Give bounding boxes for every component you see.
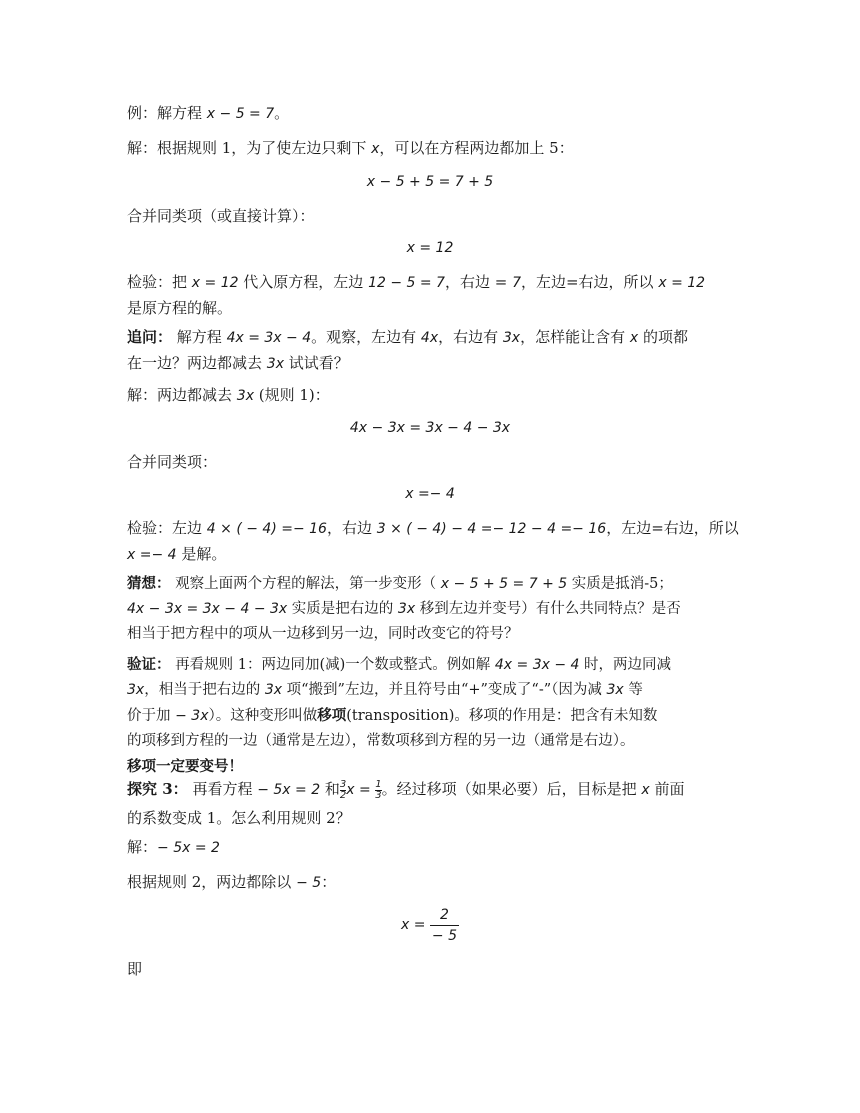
math: x — [629, 330, 639, 346]
text: 实质是抵消-5； — [567, 576, 673, 592]
text: 项“搬到”左边，并且符号由“+”变成了“-”（因为减 — [282, 682, 607, 698]
math: 4x — [420, 330, 439, 346]
math: 3x — [502, 330, 521, 346]
fraction-two-over-minus-five — [430, 905, 459, 946]
explore-paragraph — [127, 775, 727, 832]
math: − 3x — [175, 708, 209, 724]
conjecture-paragraph — [127, 571, 727, 647]
text: ，相当于把右边的 — [144, 682, 265, 698]
math: − 5x = 2 — [257, 782, 321, 798]
follow-up-paragraph — [127, 325, 727, 377]
text: 检验：左边 — [127, 519, 207, 537]
text: 等 — [623, 682, 643, 698]
text: 价于加 — [127, 708, 176, 724]
text: 再看方程 — [187, 780, 258, 798]
text: 解： — [127, 838, 158, 856]
text: 的系数变成 1。怎么利用规则 2？ — [127, 809, 351, 827]
merge-line-1: 合并同类项（或直接计算）： — [127, 207, 315, 225]
numerator: 3 — [339, 778, 347, 790]
text: ，右边有 — [438, 328, 503, 346]
equation-1: x − 5 + 5 = 7 + 5 — [366, 174, 494, 190]
follow-up-label: 追问： — [127, 328, 173, 346]
explore-label: 探究 3： — [127, 780, 188, 798]
text: 。 — [274, 104, 290, 122]
denominator: 2 — [339, 789, 347, 801]
text: 前面 — [649, 780, 685, 798]
text: 在一边？两边都减去 — [127, 354, 267, 372]
math: 12 − 5 = 7 — [368, 275, 445, 291]
math: 4 × ( − 4) =− 16 — [206, 521, 327, 537]
math: 4x − 3x = 3x − 4 − 3x — [127, 601, 288, 617]
text: 。观察，左边有 — [311, 328, 421, 346]
math: x − 5 = 7 — [206, 106, 275, 122]
equation-4: x =− 4 — [405, 486, 455, 502]
text: 根据规则 2，两边都除以 — [127, 873, 297, 891]
solution-line-2 — [127, 383, 727, 409]
text: 。经过移项（如果必要）后，目标是把 — [381, 780, 642, 798]
text: 的项都 — [638, 328, 688, 346]
text: 解方程 — [172, 328, 227, 346]
math: − 5 — [296, 875, 322, 891]
merge-line-2: 合并同类项： — [127, 453, 218, 471]
text: ，右边 = — [444, 273, 513, 291]
math: 4x = 3x − 4 — [494, 657, 580, 673]
equation-3: 4x − 3x = 3x − 4 − 3x — [349, 420, 511, 436]
text: (transposition)。移项的作用是：把含有未知数 — [346, 708, 658, 724]
text: 时，两边同减 — [579, 657, 672, 673]
math: x = 12 — [191, 275, 239, 291]
math: 3x — [606, 682, 624, 698]
conjecture-label: 猜想： — [127, 575, 171, 592]
math: x — [641, 782, 650, 798]
text: 解：两边都减去 — [127, 386, 237, 404]
verification-label: 验证： — [127, 656, 171, 673]
text: (规则 1)： — [253, 386, 330, 404]
math: 3x — [264, 682, 283, 698]
math: x = 12 — [658, 275, 706, 291]
math: 3 × ( − 4) − 4 =− 12 − 4 =− 16 — [376, 521, 607, 537]
text: ，可以在方程两边都加上 5： — [379, 139, 574, 157]
denominator: 3 — [375, 789, 382, 801]
text: 是原方程的解。 — [127, 299, 233, 317]
text: ，右边 — [326, 519, 377, 537]
text: ： — [321, 873, 337, 891]
verification-paragraph — [127, 652, 727, 780]
rule2-line — [127, 870, 727, 896]
check-paragraph-1 — [127, 270, 727, 321]
text: ）。这种变形叫做 — [208, 708, 318, 724]
text: 是解。 — [176, 545, 227, 563]
numerator: 1 — [375, 778, 382, 790]
equation-2: x = 12 — [406, 240, 454, 256]
text: ，怎样能让含有 — [520, 328, 630, 346]
solution-line-3 — [127, 835, 727, 861]
math: 3x — [127, 682, 145, 698]
solution-line-1 — [127, 136, 727, 162]
text: 的项移到方程的一边（通常是左边），常数项移到方程的另一边（通常是右边）。 — [127, 733, 635, 749]
math: 7 — [512, 275, 521, 291]
math: x — [371, 141, 380, 157]
example-line — [127, 101, 727, 127]
equation-5 — [0, 904, 860, 946]
text: 代入原方程，左边 — [238, 273, 369, 291]
math: x = — [400, 917, 430, 933]
text: 试试看？ — [283, 354, 349, 372]
math: x − 5 + 5 = 7 + 5 — [440, 576, 568, 592]
math: x =− 4 — [127, 547, 177, 563]
denominator: − 5 — [430, 925, 459, 946]
math: − 5x = 2 — [157, 840, 220, 856]
text: 实质是把右边的 — [287, 601, 398, 617]
text: 解：根据规则 1，为了使左边只剩下 — [127, 139, 372, 157]
math: 3x — [236, 388, 254, 404]
math: 3x — [397, 601, 416, 617]
text: 再看规则 1：两边同加(减)一个数或整式。例如解 — [170, 657, 495, 673]
text: 检验：把 — [127, 273, 192, 291]
text: 观察上面两个方程的解法，第一步变形（ — [170, 576, 441, 592]
term-transposition: 移项 — [317, 707, 347, 724]
math: 4x = 3x − 4 — [226, 330, 312, 346]
text: ，左边=右边，所以 — [520, 273, 659, 291]
numerator: 2 — [439, 906, 449, 923]
math: 3x — [266, 356, 284, 372]
math: x = — [346, 782, 376, 798]
text: ，左边=右边，所以 — [606, 519, 739, 537]
emphasis-note: 移项一定要变号！ — [127, 758, 243, 775]
text: 例：解方程 — [127, 104, 207, 122]
text: 移到左边并变号）有什么共同特点？是否 — [415, 601, 681, 617]
text: 相当于把方程中的项从一边移到另一边，同时改变它的符号？ — [127, 626, 519, 642]
check-paragraph-2 — [127, 516, 739, 568]
text: 和 — [320, 780, 340, 798]
ji-line: 即 — [127, 960, 143, 978]
